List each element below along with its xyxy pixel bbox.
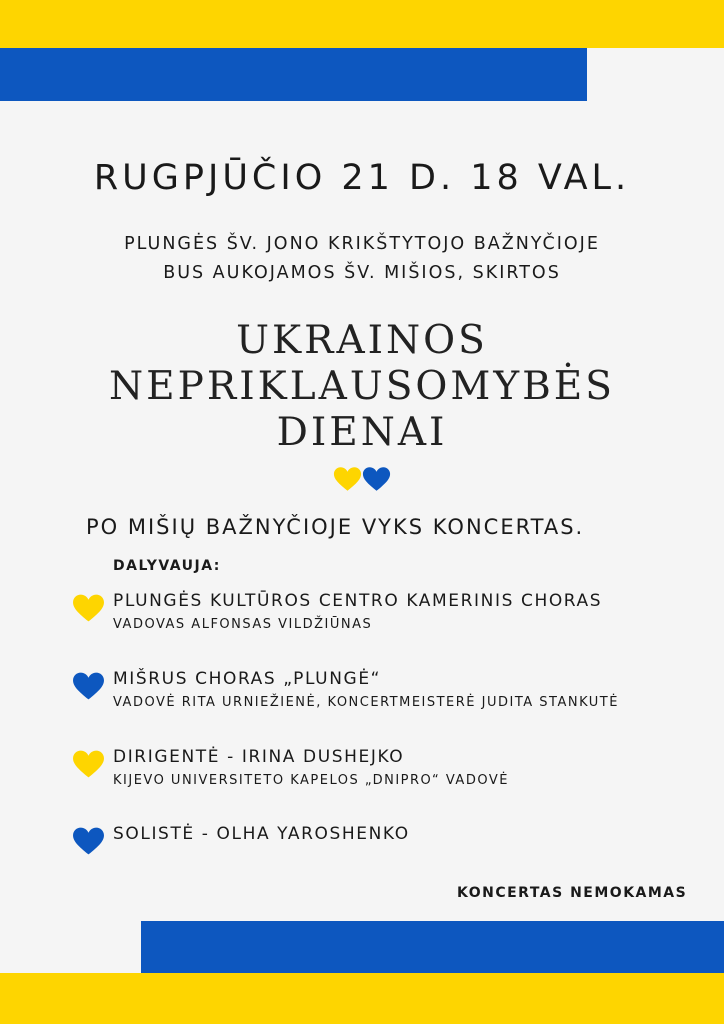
blue-heart-icon <box>362 466 391 492</box>
top-blue-stripe <box>0 48 587 101</box>
participant-item <box>72 747 712 807</box>
intro-line-2: BUS AUKOJAMOS ŠV. MIŠIOS, SKIRTOS <box>163 263 561 283</box>
participant-title: DIRIGENTĖ - IRINA DUSHEJKO <box>113 747 405 767</box>
participant-item <box>72 669 712 729</box>
bottom-yellow-stripe <box>0 973 724 1024</box>
blue-heart-icon <box>72 671 105 701</box>
participant-title: MIŠRUS CHORAS „PLUNGĖ“ <box>113 669 382 689</box>
yellow-heart-icon <box>72 593 105 623</box>
participant-item <box>72 591 712 651</box>
participant-title: SOLISTĖ - OLHA YAROSHENKO <box>113 824 410 844</box>
participants-label: DALYVAUJA: <box>113 558 221 574</box>
event-date-time: RUGPJŪČIO 21 D. 18 VAL. <box>93 158 631 198</box>
participant-subtitle: VADOVAS ALFONSAS VILDŽIŪNAS <box>113 617 373 632</box>
top-yellow-stripe <box>0 0 724 48</box>
yellow-heart-icon <box>72 749 105 779</box>
free-admission-note: KONCERTAS NEMOKAMAS <box>457 885 688 901</box>
participant-title: PLUNGĖS KULTŪROS CENTRO KAMERINIS CHORAS <box>113 591 603 611</box>
headline <box>0 318 724 456</box>
headline-line-3: DIENAI <box>276 410 448 455</box>
concert-announcement: PO MIŠIŲ BAŽNYČIOJE VYKS KONCERTAS. <box>86 515 585 539</box>
headline-line-2: NEPRIKLAUSOMYBĖS <box>109 364 615 409</box>
bottom-blue-stripe <box>141 921 724 973</box>
participant-subtitle: VADOVĖ RITA URNIEŽIENĖ, KONCERTMEISTERĖ JUDITA STANKUTĖ <box>113 695 619 710</box>
blue-heart-icon <box>72 826 105 856</box>
headline-line-1: UKRAINOS <box>236 318 488 363</box>
intro-line-1: PLUNGĖS ŠV. JONO KRIKŠTYTOJO BAŽNYČIOJE <box>124 234 600 254</box>
participant-item <box>72 824 712 884</box>
hearts-decoration <box>333 466 393 492</box>
yellow-heart-icon <box>333 466 362 492</box>
participant-subtitle: KIJEVO UNIVERSITETO KAPELOS „DNIPRO“ VADOVĖ <box>113 773 509 788</box>
intro-text <box>0 230 724 288</box>
